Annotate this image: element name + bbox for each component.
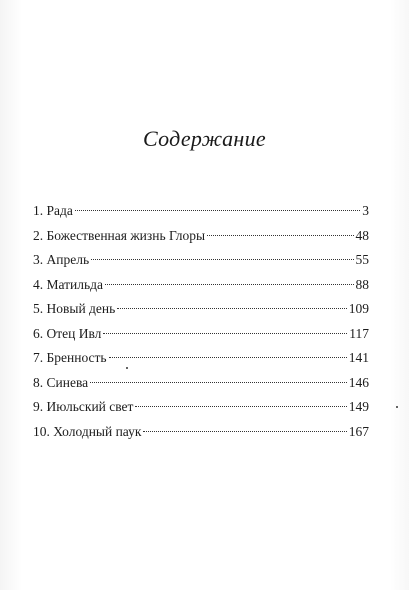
toc-leader-dots	[75, 210, 360, 211]
toc-entry	[33, 224, 369, 249]
toc-entry-page: 141	[348, 350, 369, 365]
toc-entry-title: 6. Отец Ивл	[33, 325, 102, 341]
toc-entry	[33, 322, 369, 347]
toc-entry	[33, 273, 369, 298]
toc-entry	[33, 395, 369, 420]
toc-entry-title: 9. Июльский свет	[33, 399, 134, 414]
toc-leader-dots	[143, 431, 346, 432]
toc-leader-dots	[91, 259, 353, 260]
toc-entry	[33, 420, 369, 445]
toc-entry-page: 48	[355, 227, 369, 243]
toc-entry-page: 146	[348, 374, 369, 390]
toc-leader-dots	[103, 333, 347, 334]
toc-entry-page: 3	[362, 203, 369, 218]
table-of-contents	[33, 199, 369, 444]
toc-leader-dots	[105, 284, 353, 285]
print-speck	[396, 406, 398, 408]
toc-entry-title: 8. Синева	[33, 374, 89, 390]
toc-entry	[33, 297, 369, 322]
page-title: Содержание	[142, 126, 266, 151]
toc-entry-title: 1. Рада	[33, 203, 73, 218]
toc-entry	[33, 346, 369, 371]
toc-entry-title: 2. Божественная жизнь Глоры	[33, 227, 206, 243]
toc-entry-title: 3. Апрель	[33, 252, 90, 267]
toc-leader-dots	[90, 382, 347, 383]
toc-entry-page: 149	[348, 399, 369, 414]
toc-leader-dots	[109, 357, 347, 358]
toc-entry-page: 109	[348, 301, 369, 316]
toc-entry-title: 7. Бренность	[33, 350, 107, 365]
toc-leader-dots	[135, 406, 346, 407]
toc-leader-dots	[207, 235, 353, 236]
toc-entry-page: 55	[355, 252, 369, 267]
print-speck	[126, 367, 128, 369]
toc-entry-title: 4. Матильда	[33, 276, 104, 292]
toc-entry-title: 10. Холодный паук	[33, 423, 142, 439]
toc-entry-title: 5. Новый день	[33, 301, 116, 316]
toc-entry-page: 117	[349, 325, 369, 341]
toc-entry	[33, 371, 369, 396]
toc-entry-page: 88	[355, 276, 369, 292]
toc-entry-page: 167	[348, 423, 369, 439]
toc-entry	[33, 199, 369, 224]
toc-leader-dots	[117, 308, 346, 309]
toc-entry	[33, 248, 369, 273]
